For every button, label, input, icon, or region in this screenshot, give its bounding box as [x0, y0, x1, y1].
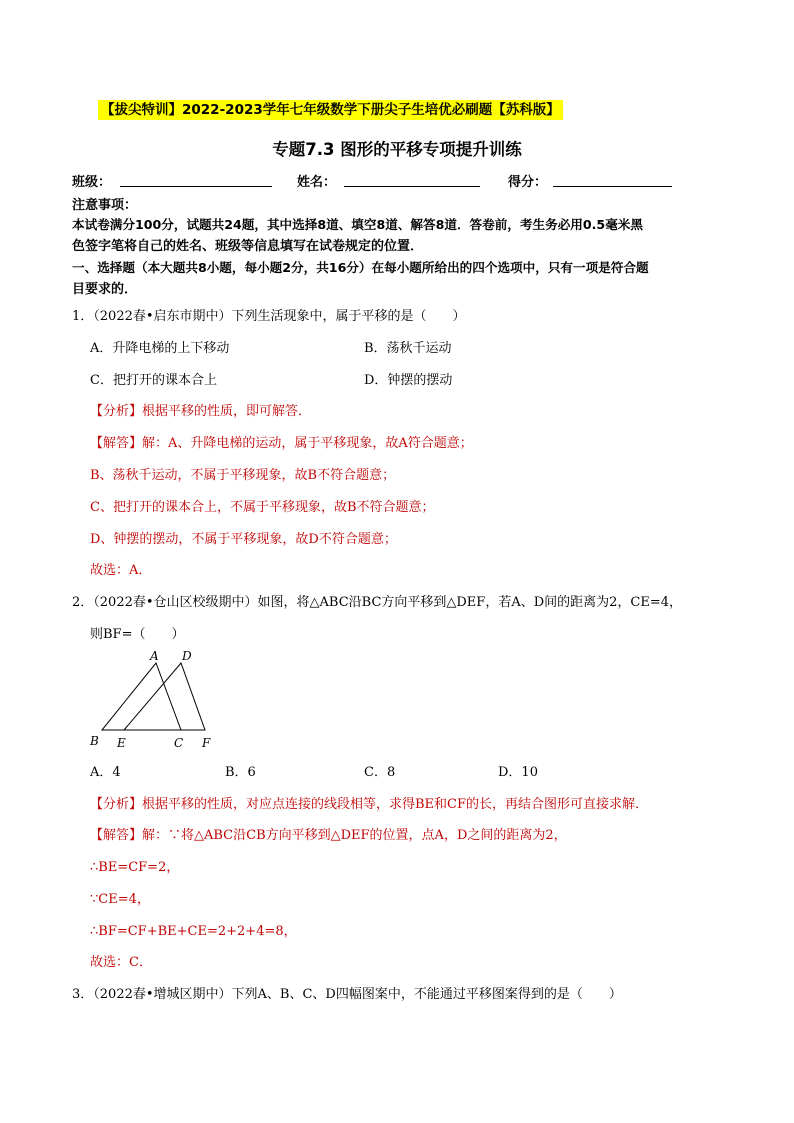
name-label: 姓名： [297, 175, 337, 190]
class-field[interactable] [120, 186, 272, 187]
q2-solution-4: ∴BF=CF+BE+CE=2+2+4=8， [90, 924, 297, 939]
q2-option-c: C．8 [364, 765, 396, 780]
q1-stem: 1．（2022春•启东市期中）下列生活现象中，属于平移的是（ ） [72, 309, 466, 324]
section1-line-1: 一、选择题（本大题共8小题，每小题2分，共16分）在每小题所给出的四个选项中，只有一项是符合题 [72, 260, 649, 275]
q1-solution-1: 【解答】解：A、升降电梯的运动，属于平移现象，故A符合题意； [90, 436, 473, 451]
score-field[interactable] [553, 186, 672, 187]
q1-option-d: D．钟摆的摆动 [364, 373, 453, 388]
q1-solution-3: C、把打开的课本合上，不属于平移现象，故B不符合题意； [90, 500, 435, 515]
q2-solution-2: ∴BE=CF=2， [90, 860, 180, 875]
notice-heading: 注意事项： [72, 198, 138, 213]
q2-option-d: D．10 [498, 765, 538, 780]
q2-solution-3: ∵CE=4， [90, 892, 150, 907]
q2-option-a: A．4 [90, 765, 121, 780]
name-field[interactable] [344, 186, 480, 187]
q2-stem-1: 2．（2022春•仓山区校级期中）如图，将△ABC沿BC方向平移到△DEF，若A、D间的距离为2，CE=4， [72, 595, 683, 610]
label-c: C [174, 736, 184, 750]
label-f: F [202, 736, 211, 750]
triangle-abc [102, 663, 181, 730]
notice-line-2: 色签字笔将自己的姓名、班级等信息填写在试卷规定的位置． [72, 239, 424, 254]
page-title: 专题7.3 图形的平移专项提升训练 [272, 140, 522, 159]
section1-line-2: 目要求的． [72, 282, 138, 297]
q2-stem-2: 则BF=（ ） [90, 627, 185, 642]
notice-line-1: 本试卷满分100分，试题共24题，其中选择8道、填空8道、解答8道．答卷前，考生务必用0.5毫米黑 [72, 217, 643, 232]
series-banner: 【拔尖特训】2022-2023学年七年级数学下册尖子生培优必刷题【苏科版】 [98, 100, 563, 120]
q1-option-a: A．升降电梯的上下移动 [90, 341, 230, 356]
triangle-def [124, 663, 205, 730]
class-label: 班级： [72, 175, 112, 190]
q1-solution-2: B、荡秋千运动，不属于平移现象，故B不符合题意； [90, 468, 396, 483]
q2-answer: 故选：C． [90, 955, 152, 970]
q2-translation-figure [84, 645, 224, 753]
q2-option-b: B．6 [225, 765, 256, 780]
label-d: D [182, 649, 192, 663]
q2-analysis: 【分析】根据平移的性质，对应点连接的线段相等，求得BE和CF的长，再结合图形可直接求解． [90, 797, 649, 812]
q3-stem: 3．（2022春•增城区期中）下列A、B、C、D四幅图案中，不能通过平移图案得到的是（ ） [72, 987, 622, 1002]
q2-solution-1: 【解答】解：∵将△ABC沿CB方向平移到△DEF的位置，点A，D之间的距离为2， [90, 828, 567, 843]
q1-option-b: B．荡秋千运动 [364, 341, 452, 356]
q1-answer: 故选：A． [90, 563, 152, 578]
label-e: E [117, 736, 126, 750]
q1-solution-4: D、钟摆的摆动，不属于平移现象，故D不符合题意； [90, 532, 397, 547]
score-label: 得分： [508, 175, 548, 190]
label-a: A [150, 649, 159, 663]
q1-option-c: C．把打开的课本合上 [90, 373, 217, 388]
label-b: B [90, 734, 99, 748]
q1-analysis: 【分析】根据平移的性质，即可解答． [90, 404, 312, 419]
